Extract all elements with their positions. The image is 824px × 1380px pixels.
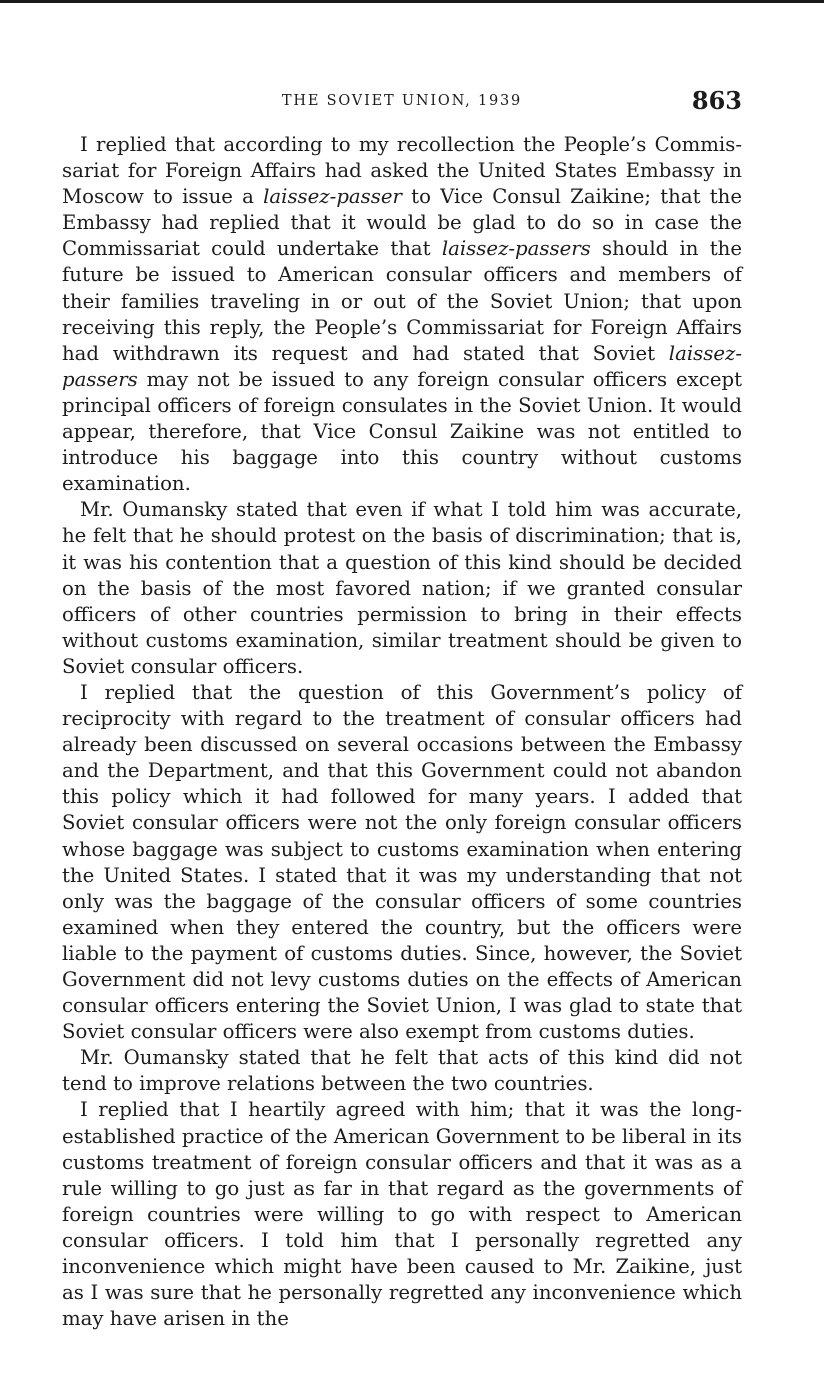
paragraph: [62, 132, 742, 497]
italic-term: laissez-passers: [441, 237, 591, 261]
text-run: may not be issued to any foreign consular officers except principal officers of foreign consulates in the Soviet Union. It would appear, therefore, that Vice Consul Zaikine was not entitled to introduce his baggage into this country without customs examination.: [62, 367, 742, 496]
text-run: Mr. Oumansky stated that even if what I told him was accurate, he felt that he should protest on the basis of discrimination; that is, it was his contention that a question of this kind should be decided on the basis of the most favored nation; if we granted consular officers of other countries permission to bring in their effects without customs examination, similar treatment should be given to Soviet consular officers.: [62, 498, 742, 678]
text-run: I replied that I heartily agreed with him; that it was the long-established practice of the American Government to be liberal in its customs treatment of foreign consular officers and that it was as a rule willing to go just as far in that regard as the governments of foreign countries were willing to go with respect to American consular officers. I told him that I personally regretted any inconvenience which might have been caused to Mr. Zaikine, just as I was sure that he personally regretted any inconvenience which may have arisen in the: [62, 1098, 742, 1331]
text-run: Mr. Oumansky stated that he felt that acts of this kind did not tend to improve relations between the two countries.: [62, 1046, 742, 1096]
paragraph: [62, 680, 742, 1045]
paragraph: [62, 497, 742, 680]
paragraph: [62, 1097, 742, 1332]
page-top-border: [0, 0, 824, 3]
document-page: [62, 88, 742, 1332]
page-number: 863: [691, 86, 742, 115]
text-run: I replied that according to my recollection the People’s Commissariat for Foreign Affairs had asked the United States Embassy in Moscow to issue a: [62, 133, 742, 209]
text-run: I replied that the question of this Government’s policy of reciprocity with regard to the treatment of consular officers had already been discussed on several occasions between the Embassy and the Department, and that this Government could not abandon this policy which it had followed for many years. I added that Soviet consular officers were not the only foreign consular officers whose baggage was subject to customs examination when entering the United States. I stated that it was my understanding that not only was the baggage of the consular officers of some countries examined when they entered the country, but the officers were liable to the payment of customs duties. Since, however, the Soviet Government did not levy customs duties on the effects of American consular officers entering the Soviet Union, I was glad to state that Soviet consular officers were also exempt from customs duties.: [62, 680, 742, 1044]
body-text: [62, 132, 742, 1332]
running-header: [62, 88, 742, 122]
italic-term: laissez-passer: [263, 185, 402, 209]
text-run: should in the future be issued to American consular officers and members of their families traveling in or out of the Soviet Union; that upon receiving this reply, the People’s Commissariat for Foreign Affairs had withdrawn its request and had stated that Soviet: [62, 237, 742, 365]
text-run: to Vice Consul Zaikine; that the Embassy had replied that it would be glad to do so in case the Commissariat could undertake that: [62, 185, 742, 261]
paragraph: [62, 1045, 742, 1097]
running-title: THE SOVIET UNION, 1939: [281, 93, 523, 109]
italic-term: laissez-passers: [62, 341, 742, 391]
